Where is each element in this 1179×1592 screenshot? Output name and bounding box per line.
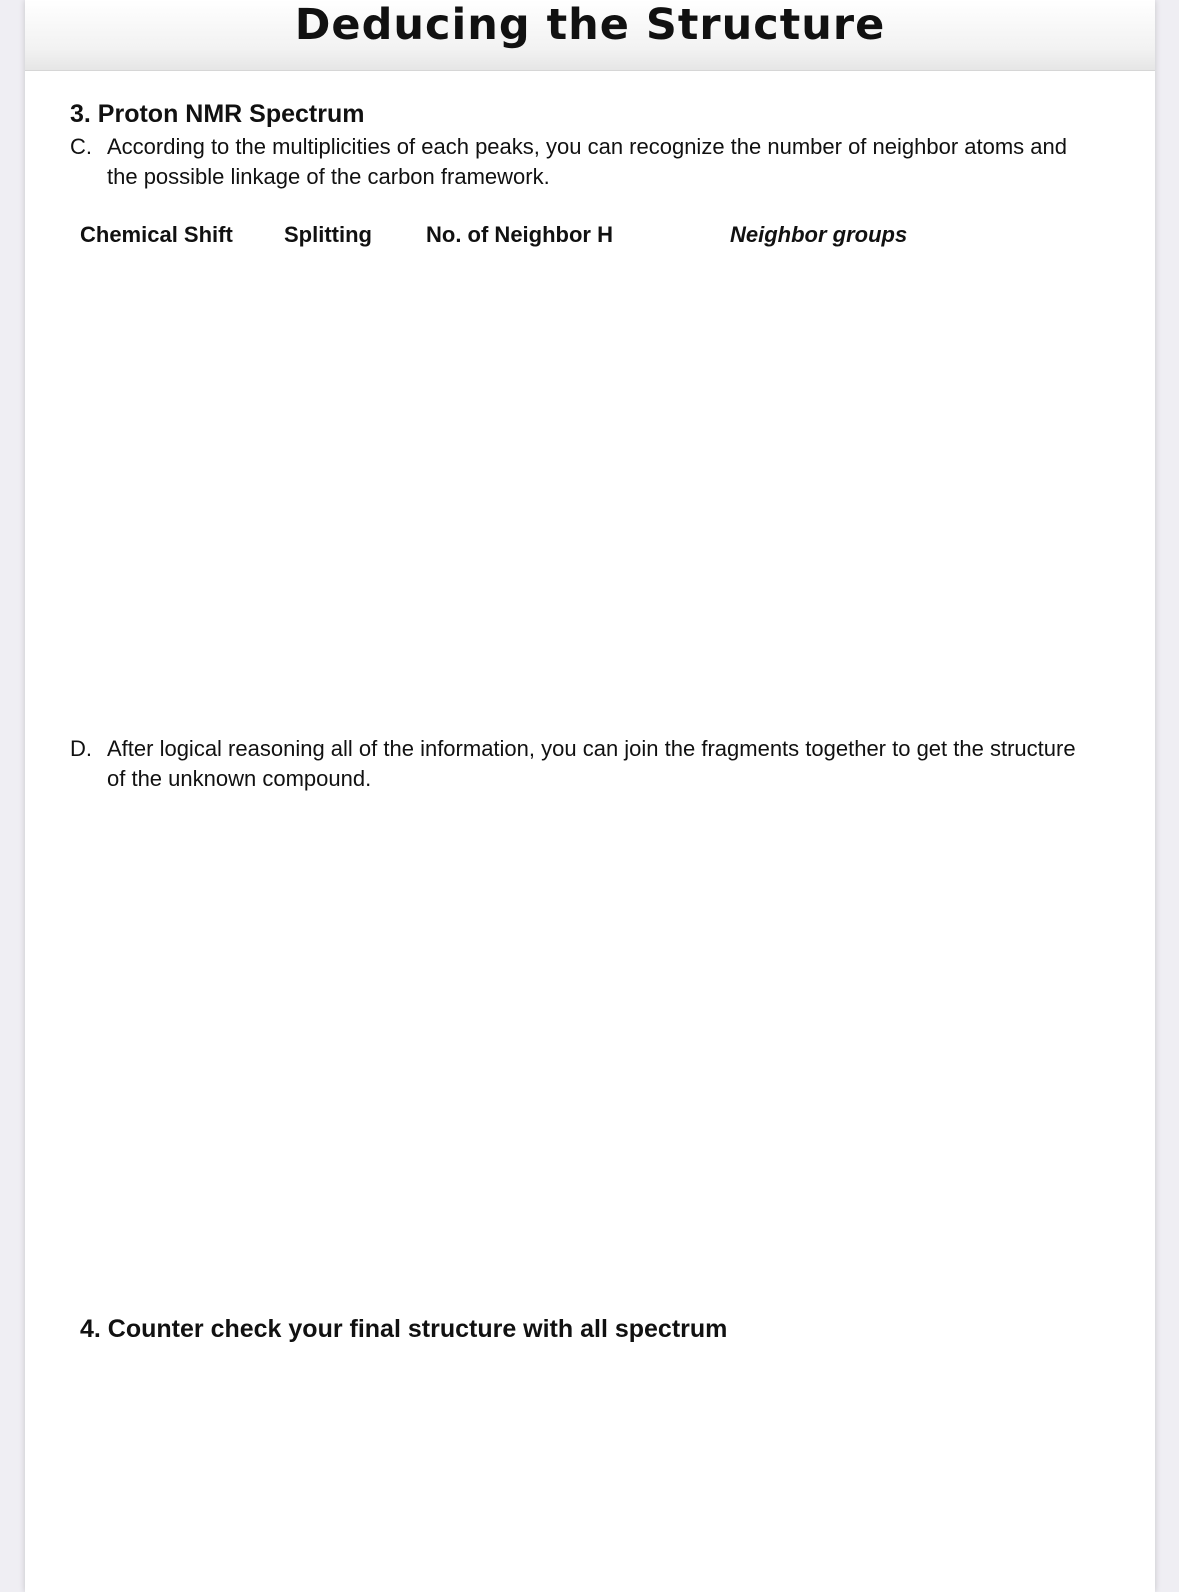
column-header-neighbor-h: No. of Neighbor H	[426, 222, 613, 247]
item-d	[70, 734, 1090, 794]
item-c-letter: C.	[70, 134, 92, 159]
title-bar	[25, 0, 1155, 71]
section-4-heading: 4. Counter check your final structure with all spectrum	[80, 1315, 728, 1343]
item-d-letter: D.	[70, 736, 92, 761]
column-header-neighbor-groups: Neighbor groups	[730, 222, 908, 247]
item-c-text: According to the multiplicities of each peaks, you can recognize the number of neighbor atoms and the possible linkage of the carbon framework.	[107, 134, 1067, 189]
worksheet-page	[25, 0, 1155, 1592]
section-3-heading: 3. Proton NMR Spectrum	[70, 100, 365, 128]
item-d-text: After logical reasoning all of the information, you can join the fragments together to get the structure of the unknown compound.	[107, 736, 1076, 791]
item-c	[70, 132, 1090, 192]
answer-area-c[interactable]	[70, 268, 1110, 708]
answer-area-d[interactable]	[70, 800, 1110, 1280]
column-header-chemical-shift: Chemical Shift	[80, 222, 233, 247]
column-header-splitting: Splitting	[284, 222, 372, 247]
page-title: Deducing the Structure	[294, 0, 886, 50]
answer-area-4[interactable]	[70, 1350, 1110, 1580]
